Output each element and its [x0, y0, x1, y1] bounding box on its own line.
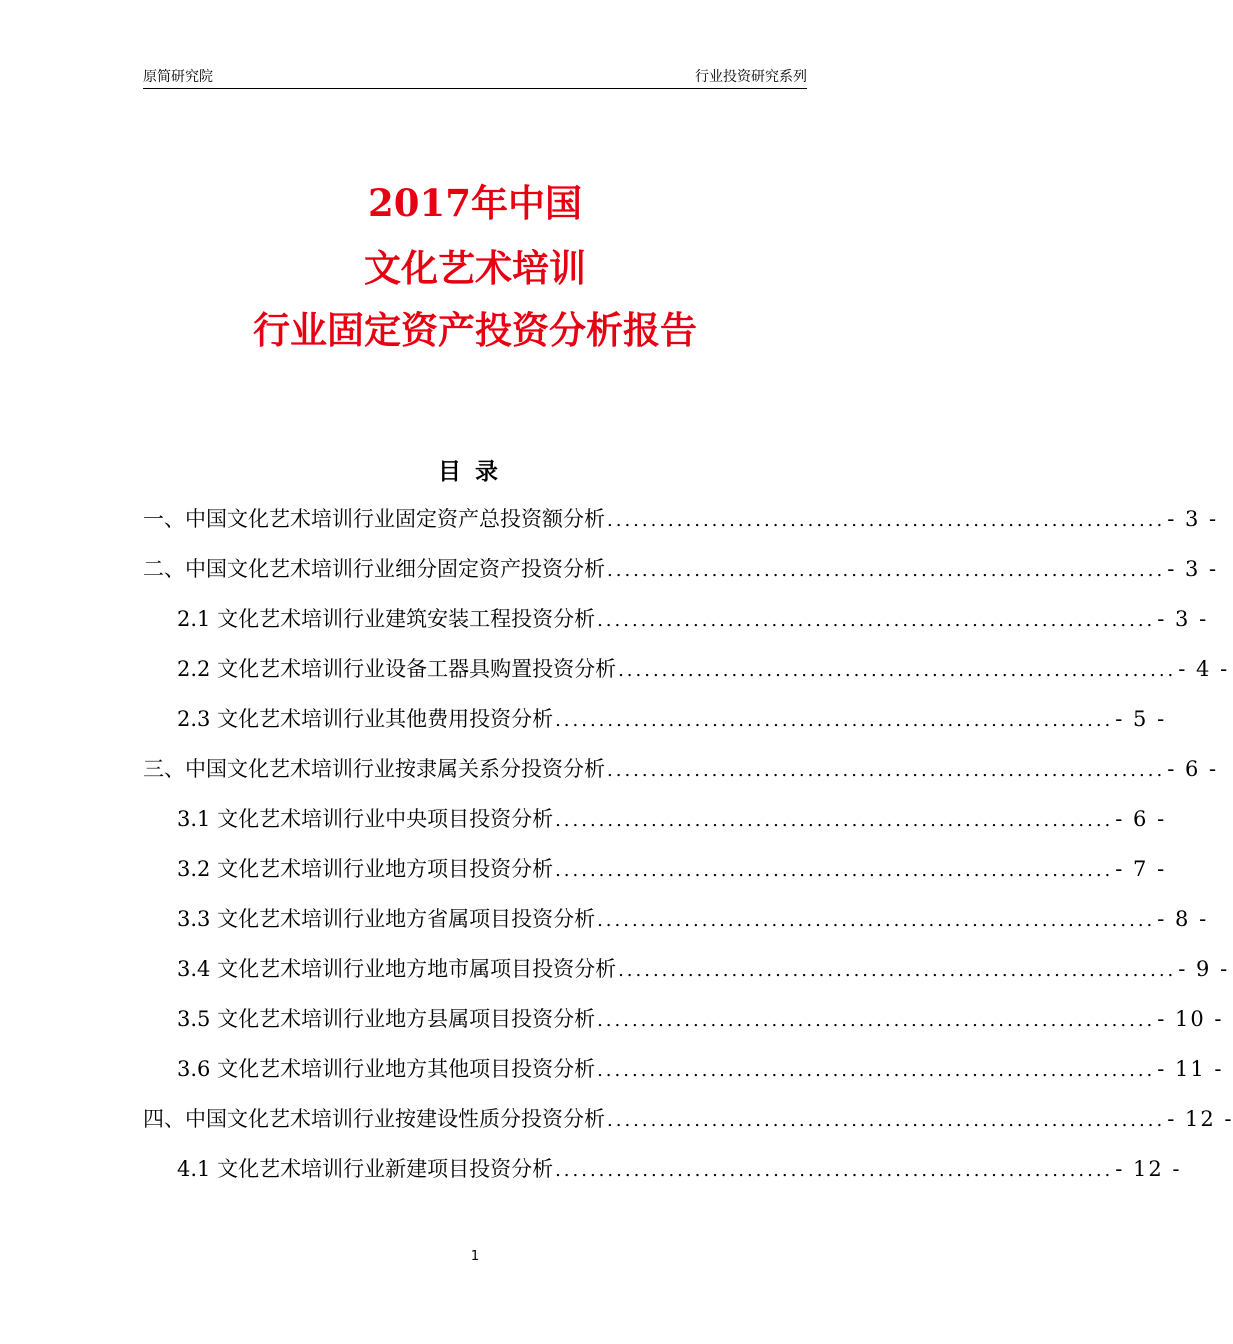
report-title-line-2: 文化艺术培训: [364, 246, 586, 290]
toc-entry-page: - 8 -: [1157, 907, 1209, 931]
toc-entry-page: - 3 -: [1157, 607, 1209, 631]
toc-entry-text: 3.4 文化艺术培训行业地方地市属项目投资分析: [177, 957, 617, 981]
table-of-contents: [143, 503, 1233, 1203]
toc-entry-text: 2.2 文化艺术培训行业设备工器具购置投资分析: [177, 657, 617, 681]
toc-entry-page: - 11 -: [1157, 1057, 1224, 1081]
toc-entry-page: - 9 -: [1178, 957, 1230, 981]
toc-leader-dots: ................................................................: [597, 1010, 1156, 1031]
toc-leader-dots: ................................................................: [618, 660, 1177, 681]
toc-leader-dots: ................................................................: [555, 710, 1114, 731]
report-title-line-3: 行业固定资产投资分析报告: [253, 308, 697, 352]
toc-entry-page: - 3 -: [1167, 507, 1219, 531]
toc-entry[interactable]: [143, 803, 1167, 853]
toc-entry[interactable]: [143, 1153, 1182, 1203]
toc-entry-text: 4.1 文化艺术培训行业新建项目投资分析: [177, 1157, 554, 1181]
toc-entry[interactable]: [143, 753, 1219, 803]
toc-entry[interactable]: [143, 553, 1219, 603]
toc-leader-dots: ................................................................: [618, 960, 1177, 981]
header-series-name: 行业投资研究系列: [695, 69, 807, 85]
toc-entry-text: 一、中国文化艺术培训行业固定资产总投资额分析: [143, 507, 605, 531]
toc-entry-page: - 4 -: [1178, 657, 1230, 681]
page-header: [143, 62, 807, 89]
toc-entry-page: - 5 -: [1115, 707, 1167, 731]
header-org-name: 原简研究院: [143, 69, 213, 85]
toc-entry[interactable]: [143, 1103, 1233, 1153]
toc-entry-page: - 6 -: [1167, 757, 1219, 781]
toc-leader-dots: ................................................................: [607, 760, 1166, 781]
toc-entry[interactable]: [143, 1003, 1224, 1053]
toc-entry[interactable]: [143, 953, 1230, 1003]
toc-entry[interactable]: [143, 603, 1209, 653]
toc-entry-text: 2.1 文化艺术培训行业建筑安装工程投资分析: [177, 607, 596, 631]
toc-entry-page: - 6 -: [1115, 807, 1167, 831]
report-title-line-1: 2017年中国: [368, 181, 582, 225]
toc-entry-text: 2.3 文化艺术培训行业其他费用投资分析: [177, 707, 554, 731]
toc-leader-dots: ................................................................: [555, 860, 1114, 881]
toc-leader-dots: ................................................................: [597, 1060, 1156, 1081]
toc-entry-text: 3.5 文化艺术培训行业地方县属项目投资分析: [177, 1007, 596, 1031]
toc-entry-text: 二、中国文化艺术培训行业细分固定资产投资分析: [143, 557, 605, 581]
toc-leader-dots: ................................................................: [555, 1160, 1114, 1181]
toc-leader-dots: ................................................................: [597, 610, 1156, 631]
toc-entry-text: 四、中国文化艺术培训行业按建设性质分投资分析: [143, 1107, 605, 1131]
toc-leader-dots: ................................................................: [607, 1110, 1166, 1131]
toc-entry[interactable]: [143, 503, 1219, 553]
toc-entry[interactable]: [143, 903, 1209, 953]
toc-entry-page: - 3 -: [1167, 557, 1219, 581]
toc-leader-dots: ................................................................: [597, 910, 1156, 931]
toc-entry[interactable]: [143, 1053, 1224, 1103]
toc-entry-page: - 12 -: [1115, 1157, 1182, 1181]
toc-heading: 目录: [438, 459, 512, 485]
toc-leader-dots: ................................................................: [555, 810, 1114, 831]
toc-entry-text: 3.3 文化艺术培训行业地方省属项目投资分析: [177, 907, 596, 931]
toc-entry-page: - 7 -: [1115, 857, 1167, 881]
toc-entry-text: 三、中国文化艺术培训行业按隶属关系分投资分析: [143, 757, 605, 781]
toc-entry[interactable]: [143, 853, 1167, 903]
toc-entry-text: 3.2 文化艺术培训行业地方项目投资分析: [177, 857, 554, 881]
toc-entry-page: - 10 -: [1157, 1007, 1224, 1031]
toc-entry[interactable]: [143, 653, 1230, 703]
toc-leader-dots: ................................................................: [607, 510, 1166, 531]
footer-page-number: 1: [470, 1249, 480, 1264]
toc-entry-text: 3.1 文化艺术培训行业中央项目投资分析: [177, 807, 554, 831]
toc-leader-dots: ................................................................: [607, 560, 1166, 581]
toc-entry-text: 3.6 文化艺术培训行业地方其他项目投资分析: [177, 1057, 596, 1081]
toc-entry-page: - 12 -: [1167, 1107, 1233, 1131]
toc-entry[interactable]: [143, 703, 1167, 753]
